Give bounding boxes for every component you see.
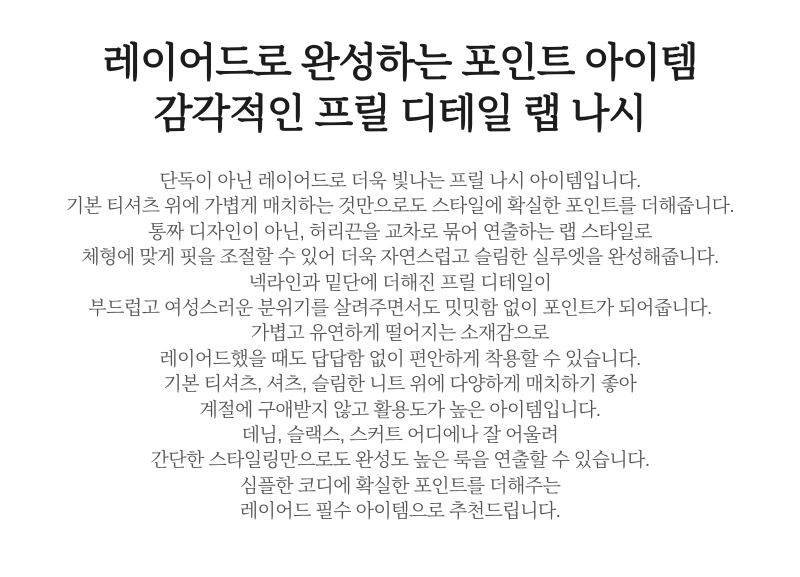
description-line: 계절에 구애받지 않고 활용도가 높은 아이템입니다. (199, 399, 601, 421)
description-line: 단독이 아닌 레이어드로 더욱 빛나는 프릴 나시 아이템입니다. (159, 171, 641, 192)
description-line: 체형에 맞게 핏을 조절할 수 있어 더욱 자연스럽고 슬림한 실루엣을 완성해줍니다. (81, 247, 719, 269)
description-line: 데님, 슬랙스, 스커트 어디에나 잘 어울려 (241, 425, 559, 447)
description-line: 넥라인과 밑단에 더해진 프릴 디테일이 (248, 272, 552, 294)
description-line: 기본 티셔츠 위에 가볍게 매치하는 것만으로도 스타일에 확실한 포인트를 더해줍니다. (65, 196, 735, 218)
description-text (0, 169, 800, 525)
page-title (0, 0, 800, 140)
title-line-1: 레이어드로 완성하는 포인트 아이템 (102, 41, 698, 85)
description-line: 레이어드했을 때도 답답함 없이 편안하게 착용할 수 있습니다. (159, 348, 641, 370)
description-line: 기본 티셔츠, 셔츠, 슬림한 니트 위에 다양하게 매치하기 좋아 (163, 374, 637, 396)
title-line-2: 감각적인 프릴 디테일 랩 나시 (153, 92, 647, 136)
description-line: 가볍고 유연하게 떨어지는 소재감으로 (250, 323, 550, 345)
description-line: 통짜 디자인이 아닌, 허리끈을 교차로 묶어 연출하는 랩 스타일로 (148, 221, 652, 243)
description-line: 부드럽고 여성스러운 분위기를 살려주면서도 밋밋함 없이 포인트가 되어줍니다. (88, 298, 712, 320)
description-line: 간단한 스타일링만으로도 완성도 높은 룩을 연출할 수 있습니다. (150, 450, 650, 472)
description-line: 레이어드 필수 아이템으로 추천드립니다. (239, 501, 561, 523)
description-line: 심플한 코디에 확실한 포인트를 더해주는 (239, 475, 561, 497)
